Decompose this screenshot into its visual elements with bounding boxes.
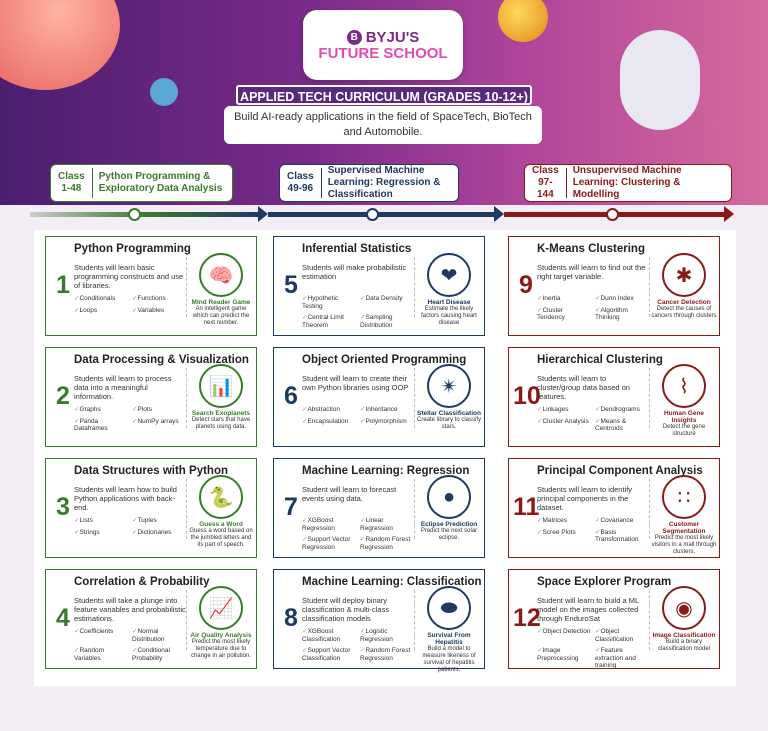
module-topics [302, 406, 414, 425]
module-description: Students will learn to find out the right target variable. [537, 263, 646, 281]
timeline-arrow [724, 206, 734, 222]
module-card [508, 236, 720, 336]
project [188, 364, 254, 431]
topic-item: ✓ Coefficients [74, 628, 128, 643]
module-topics [537, 406, 649, 433]
project-description: Predict the next solar eclipse. [420, 528, 478, 541]
track-label: Unsupervised Machine Learning: Clustering & Modelling [572, 165, 682, 200]
topic-item: ✓ Tuples [132, 517, 186, 525]
module-topics [302, 628, 414, 662]
module-number: 9 [519, 271, 533, 299]
module-title: Correlation & Probability [74, 576, 210, 588]
topic-item: ✓ XGBoost Regression [302, 517, 356, 532]
project [416, 364, 482, 431]
module-card [273, 569, 485, 673]
module-title: Python Programming [74, 243, 191, 255]
project-title: Guess a Word [199, 521, 243, 528]
project-title: Cancer Detection [657, 299, 711, 306]
module-card [45, 569, 257, 669]
module-title: Machine Learning: Classification [302, 576, 482, 588]
timeline-segment [268, 212, 496, 217]
project-description: Build a model to measure likeness of survival of hepatitis patients. [422, 646, 476, 673]
topic-item: ✓ Dictionaries [132, 529, 186, 537]
module-number: 10 [513, 382, 541, 410]
topic-item: ✓ Linear Regression [360, 517, 414, 532]
heart-icon: ❤ [427, 253, 471, 297]
divider [649, 368, 650, 428]
module-title: K-Means Clustering [537, 243, 645, 255]
liver-icon: ⬬ [427, 586, 471, 630]
module-card [273, 458, 485, 558]
timeline-node [128, 208, 141, 221]
module-number: 5 [284, 271, 298, 299]
module-description: Student will learn to create their own Python libraries using OOP [302, 374, 409, 392]
module-card [508, 458, 720, 558]
topic-item: ✓ XGBoost Classification [302, 628, 356, 643]
project [188, 253, 254, 327]
topic-item: ✓ Central Limit Theorem [302, 314, 356, 329]
project [651, 586, 717, 653]
curriculum-title: APPLIED TECH CURRICULUM (GRADES 10-12+) [236, 85, 532, 105]
module-number: 4 [56, 604, 70, 632]
project-title: Search Exoplanets [191, 410, 251, 417]
module-description: Student will learn to build a ML model on the images collected through EnduroSat [537, 596, 639, 623]
track-label: Supervised Machine Learning: Regression & Classification [327, 165, 441, 200]
topic-item: ✓ Algorithm Thinking [595, 307, 649, 322]
topic-item: ✓ Means & Centroids [595, 418, 649, 433]
project-title: Human Gene Insights [663, 410, 705, 424]
divider [414, 479, 415, 539]
module-title: Inferential Statistics [302, 243, 412, 255]
astronaut-decoration [620, 30, 700, 130]
timeline-segment [30, 212, 260, 217]
topic-item: ✓ Normal Distribution [132, 628, 186, 643]
module-topics [74, 517, 186, 536]
topic-item: ✓ Image Preprocessing [537, 647, 591, 670]
topic-item: ✓ Panda Dataframes [74, 418, 128, 433]
project-description: Predict the most likely visitors in a mall through clusters. [651, 535, 717, 555]
topic-item: ✓ Feature extraction and training [595, 647, 649, 670]
topic-item: ✓ Linkages [537, 406, 591, 414]
divider [649, 479, 650, 539]
module-topics [537, 517, 649, 544]
brain-icon: 🧠 [199, 253, 243, 297]
divider [414, 368, 415, 428]
project-description: Build a binary classification model [657, 639, 711, 652]
project-description: Guess a word based on the jumbled letters and its part of speech. [189, 528, 253, 548]
module-number: 12 [513, 604, 541, 632]
project [651, 364, 717, 438]
logo-subtext: FUTURE SCHOOL [318, 44, 448, 62]
topic-item: ✓ Inheritance [360, 406, 414, 414]
topic-item: ✓ Abstraction [302, 406, 356, 414]
topic-item: ✓ Scree Plots [537, 529, 591, 544]
topic-item: ✓ Cluster Tendency [537, 307, 591, 322]
track-badge-3 [524, 164, 732, 202]
module-title: Machine Learning: Regression [302, 465, 470, 477]
topic-item: ✓ Random Forest Regression [360, 536, 414, 551]
topic-item: ✓ Basis Transformation [595, 529, 649, 544]
constellation-icon: ✴ [427, 364, 471, 408]
planet-decoration [150, 78, 178, 106]
project [416, 253, 482, 327]
timeline-arrow [494, 206, 504, 222]
topic-item: ✓ Support Vector Regression [302, 536, 356, 551]
dna-icon: ⌇ [662, 364, 706, 408]
module-number: 2 [56, 382, 70, 410]
project [188, 475, 254, 549]
logo-icon: B [347, 30, 362, 45]
project-description: Create library to classify stars. [416, 417, 482, 430]
project-title: Survival From Hepatitis [427, 632, 471, 646]
logo [303, 10, 463, 80]
topic-item: ✓ Object Classification [595, 628, 649, 643]
project-title: Eclipse Prediction [420, 521, 478, 528]
topic-item: ✓ Random Variables [74, 647, 128, 662]
virus-icon: ✱ [662, 253, 706, 297]
bar-chart-icon: 📊 [199, 364, 243, 408]
track-class: Class 49-96 [280, 168, 322, 198]
project-description: Detect the causes of cancers through clusters [651, 306, 717, 319]
topic-item: ✓ Graphs [74, 406, 128, 414]
track-badge-2 [279, 164, 459, 202]
module-description: Students will learn how to build Python applications with back-end. [74, 485, 177, 512]
module-number: 3 [56, 493, 70, 521]
module-description: Students will learn to process data into a meaningful information. [74, 374, 172, 401]
project-title: Heart Disease [427, 299, 471, 306]
timeline-arrow [258, 206, 268, 222]
project-description: An intelligent game which can predict the next number. [192, 306, 250, 326]
module-number: 6 [284, 382, 298, 410]
project [651, 475, 717, 556]
module-topics [537, 295, 649, 322]
track-badge-1 [50, 164, 233, 202]
module-topics [302, 295, 414, 329]
module-topics [537, 628, 649, 670]
project-title: Air Quality Analysis [190, 632, 252, 639]
topic-item: ✓ Dendrograms [595, 406, 649, 414]
eclipse-icon: ● [427, 475, 471, 519]
module-topics [74, 628, 186, 662]
project-description: Detect stars that have planets using data. [191, 417, 251, 430]
module-description: Students will learn basic programming constructs and use of libraries. [74, 263, 184, 290]
module-number: 7 [284, 493, 298, 521]
divider [414, 257, 415, 317]
divider [649, 257, 650, 317]
module-number: 8 [284, 604, 298, 632]
track-class: Class 97-144 [525, 168, 567, 198]
topic-item: ✓ Dunn Index [595, 295, 649, 303]
topic-item: ✓ Conditionals [74, 295, 128, 303]
module-description: Students will learn to cluster/group data based on features. [537, 374, 630, 401]
divider [186, 257, 187, 317]
project-title: Customer Segmentation [662, 521, 706, 535]
topic-item: ✓ Covariance [595, 517, 649, 525]
topic-item: ✓ Lists [74, 517, 128, 525]
module-card [508, 347, 720, 447]
topic-item: ✓ Encapsulation [302, 418, 356, 426]
project [188, 586, 254, 660]
earth-icon: ◉ [662, 586, 706, 630]
topic-item: ✓ Matrices [537, 517, 591, 525]
module-card [45, 458, 257, 558]
scatter-icon: ∷ [662, 475, 706, 519]
module-card [508, 569, 720, 669]
topic-item: ✓ Polymorphism [360, 418, 414, 426]
topic-item: ✓ Data Density [360, 295, 414, 310]
track-label: Python Programming & Exploratory Data Analysis [98, 171, 223, 194]
module-description: Student will learn to forecast events using data. [302, 485, 397, 503]
topic-item: ✓ NumPy arrays [132, 418, 186, 433]
topic-item: ✓ Cluster Analysis [537, 418, 591, 433]
module-topics [302, 517, 414, 551]
module-description: Students will take a plunge into feature variables and probabilistic estimations. [74, 596, 186, 623]
module-topics [74, 406, 186, 433]
topic-item: ✓ Support Vector Classification [302, 647, 356, 662]
logo-text: BYJU'S [365, 28, 420, 46]
module-description: Students will make probabilistic estimation [302, 263, 407, 281]
module-title: Space Explorer Program [537, 576, 672, 588]
project-description: Estimate the likely factors causing heart disease [421, 306, 477, 326]
timeline-node [366, 208, 379, 221]
topic-item: ✓ Variables [132, 307, 186, 315]
track-class: Class 1-48 [51, 168, 93, 198]
module-description: Student will deploy binary classification & multi-class classification models [302, 596, 390, 623]
project [416, 475, 482, 542]
module-description: Students will learn to identify principal components in the dataset. [537, 485, 633, 512]
module-card [45, 347, 257, 447]
python-icon: 🐍 [199, 475, 243, 519]
module-title: Data Structures with Python [74, 465, 228, 477]
module-number: 11 [513, 493, 540, 521]
topic-item: ✓ Functions [132, 295, 186, 303]
topic-item: ✓ Strings [74, 529, 128, 537]
topic-item: ✓ Inertia [537, 295, 591, 303]
divider [186, 590, 187, 650]
module-title: Principal Component Analysis [537, 465, 703, 477]
trend-chart-icon: 📈 [199, 586, 243, 630]
divider [186, 479, 187, 539]
project [651, 253, 717, 320]
project-title: Image Classification [652, 632, 716, 639]
topic-item: ✓ Loops [74, 307, 128, 315]
topic-item: ✓ Conditional Probability [132, 647, 186, 662]
module-card [273, 347, 485, 447]
timeline-node [606, 208, 619, 221]
module-title: Data Processing & Visualization [74, 354, 249, 366]
project-description: Detect the gene structure [662, 424, 706, 437]
divider [649, 590, 650, 650]
topic-item: ✓ Random Forest Regression [360, 647, 414, 662]
module-title: Hierarchical Clustering [537, 354, 663, 366]
topic-item: ✓ Object Detection [537, 628, 591, 643]
topic-item: ✓ Hypothetic Testing [302, 295, 356, 310]
module-number: 1 [56, 271, 70, 299]
topic-item: ✓ Sampling Distribution [360, 314, 414, 329]
divider [186, 368, 187, 428]
project-description: Predict the most likely temperature due to change in air pollution. [190, 639, 252, 659]
topic-item: ✓ Logistic Regression [360, 628, 414, 643]
module-title: Object Oriented Programming [302, 354, 467, 366]
module-card [45, 236, 257, 336]
project [416, 586, 482, 674]
curriculum-subtitle: Build AI-ready applications in the field of SpaceTech, BioTech and Automobile. [224, 106, 542, 144]
project-title: Mind Reader Game [191, 299, 251, 306]
project-title: Stellar Classification [417, 410, 481, 417]
divider [414, 590, 415, 650]
module-topics [74, 295, 186, 314]
module-card [273, 236, 485, 336]
topic-item: ✓ Plots [132, 406, 186, 414]
